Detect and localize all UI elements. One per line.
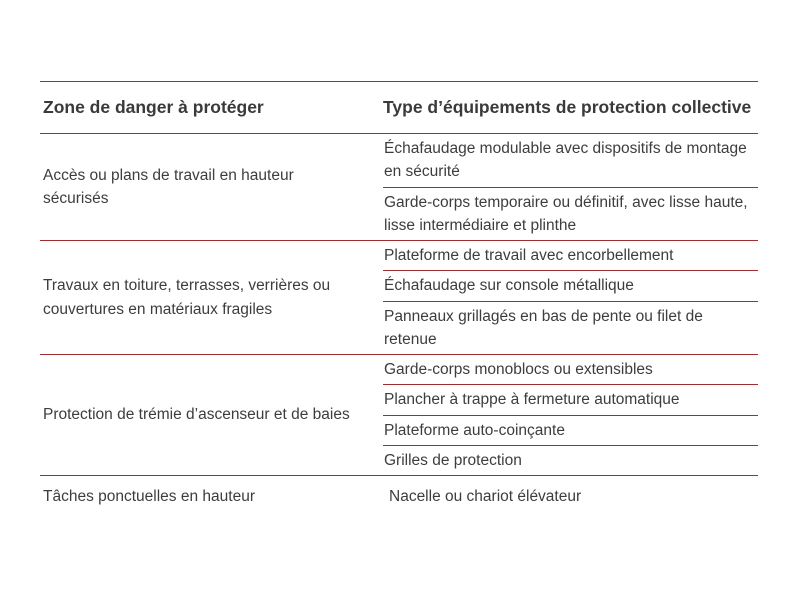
equipment-list <box>383 241 758 354</box>
table-row-protection-tremie <box>40 355 758 476</box>
equipment-list <box>383 476 758 517</box>
equipment-item: Garde-corps monoblocs ou extensibles <box>383 355 758 385</box>
equipment-item: Grilles de protection <box>384 451 522 469</box>
equipment-item: Échafaudage modulable avec dispositifs de montage en sécurité <box>383 134 758 188</box>
table-row-travaux-toiture <box>40 241 758 355</box>
equipment-item: Échafaudage sur console métallique <box>383 271 758 301</box>
table-row-acces-travail-hauteur <box>40 134 758 241</box>
zone-label: Protection de trémie d’ascenseur et de baies <box>43 406 350 424</box>
protection-equipment-table <box>40 81 758 517</box>
table-header-row <box>40 82 758 134</box>
equipment-item: Plateforme auto-coinçante <box>383 416 758 446</box>
equipment-list <box>383 134 758 240</box>
equipment-item: Panneaux grillagés en bas de pente ou filet de retenue <box>384 307 703 348</box>
column-header-zone-de-danger: Zone de danger à protéger <box>43 97 264 118</box>
column-header-type-equipements: Type d’équipements de protection collective <box>383 97 752 118</box>
zone-label: Tâches ponctuelles en hauteur <box>43 488 255 505</box>
zone-label: Accès ou plans de travail en hauteur sécurisés <box>43 166 294 207</box>
table-row-taches-ponctuelles <box>40 476 758 517</box>
equipment-item: Plancher à trappe à fermeture automatique <box>383 385 758 415</box>
zone-label: Travaux en toiture, terrasses, verrières ou couvertures en matériaux fragiles <box>43 277 331 318</box>
equipment-list <box>383 355 758 475</box>
equipment-item: Plateforme de travail avec encorbellement <box>383 241 758 271</box>
equipment-item: Nacelle ou chariot élévateur <box>389 488 582 505</box>
equipment-item: Garde-corps temporaire ou définitif, avec lisse haute, lisse intermédiaire et plinthe <box>384 193 748 234</box>
